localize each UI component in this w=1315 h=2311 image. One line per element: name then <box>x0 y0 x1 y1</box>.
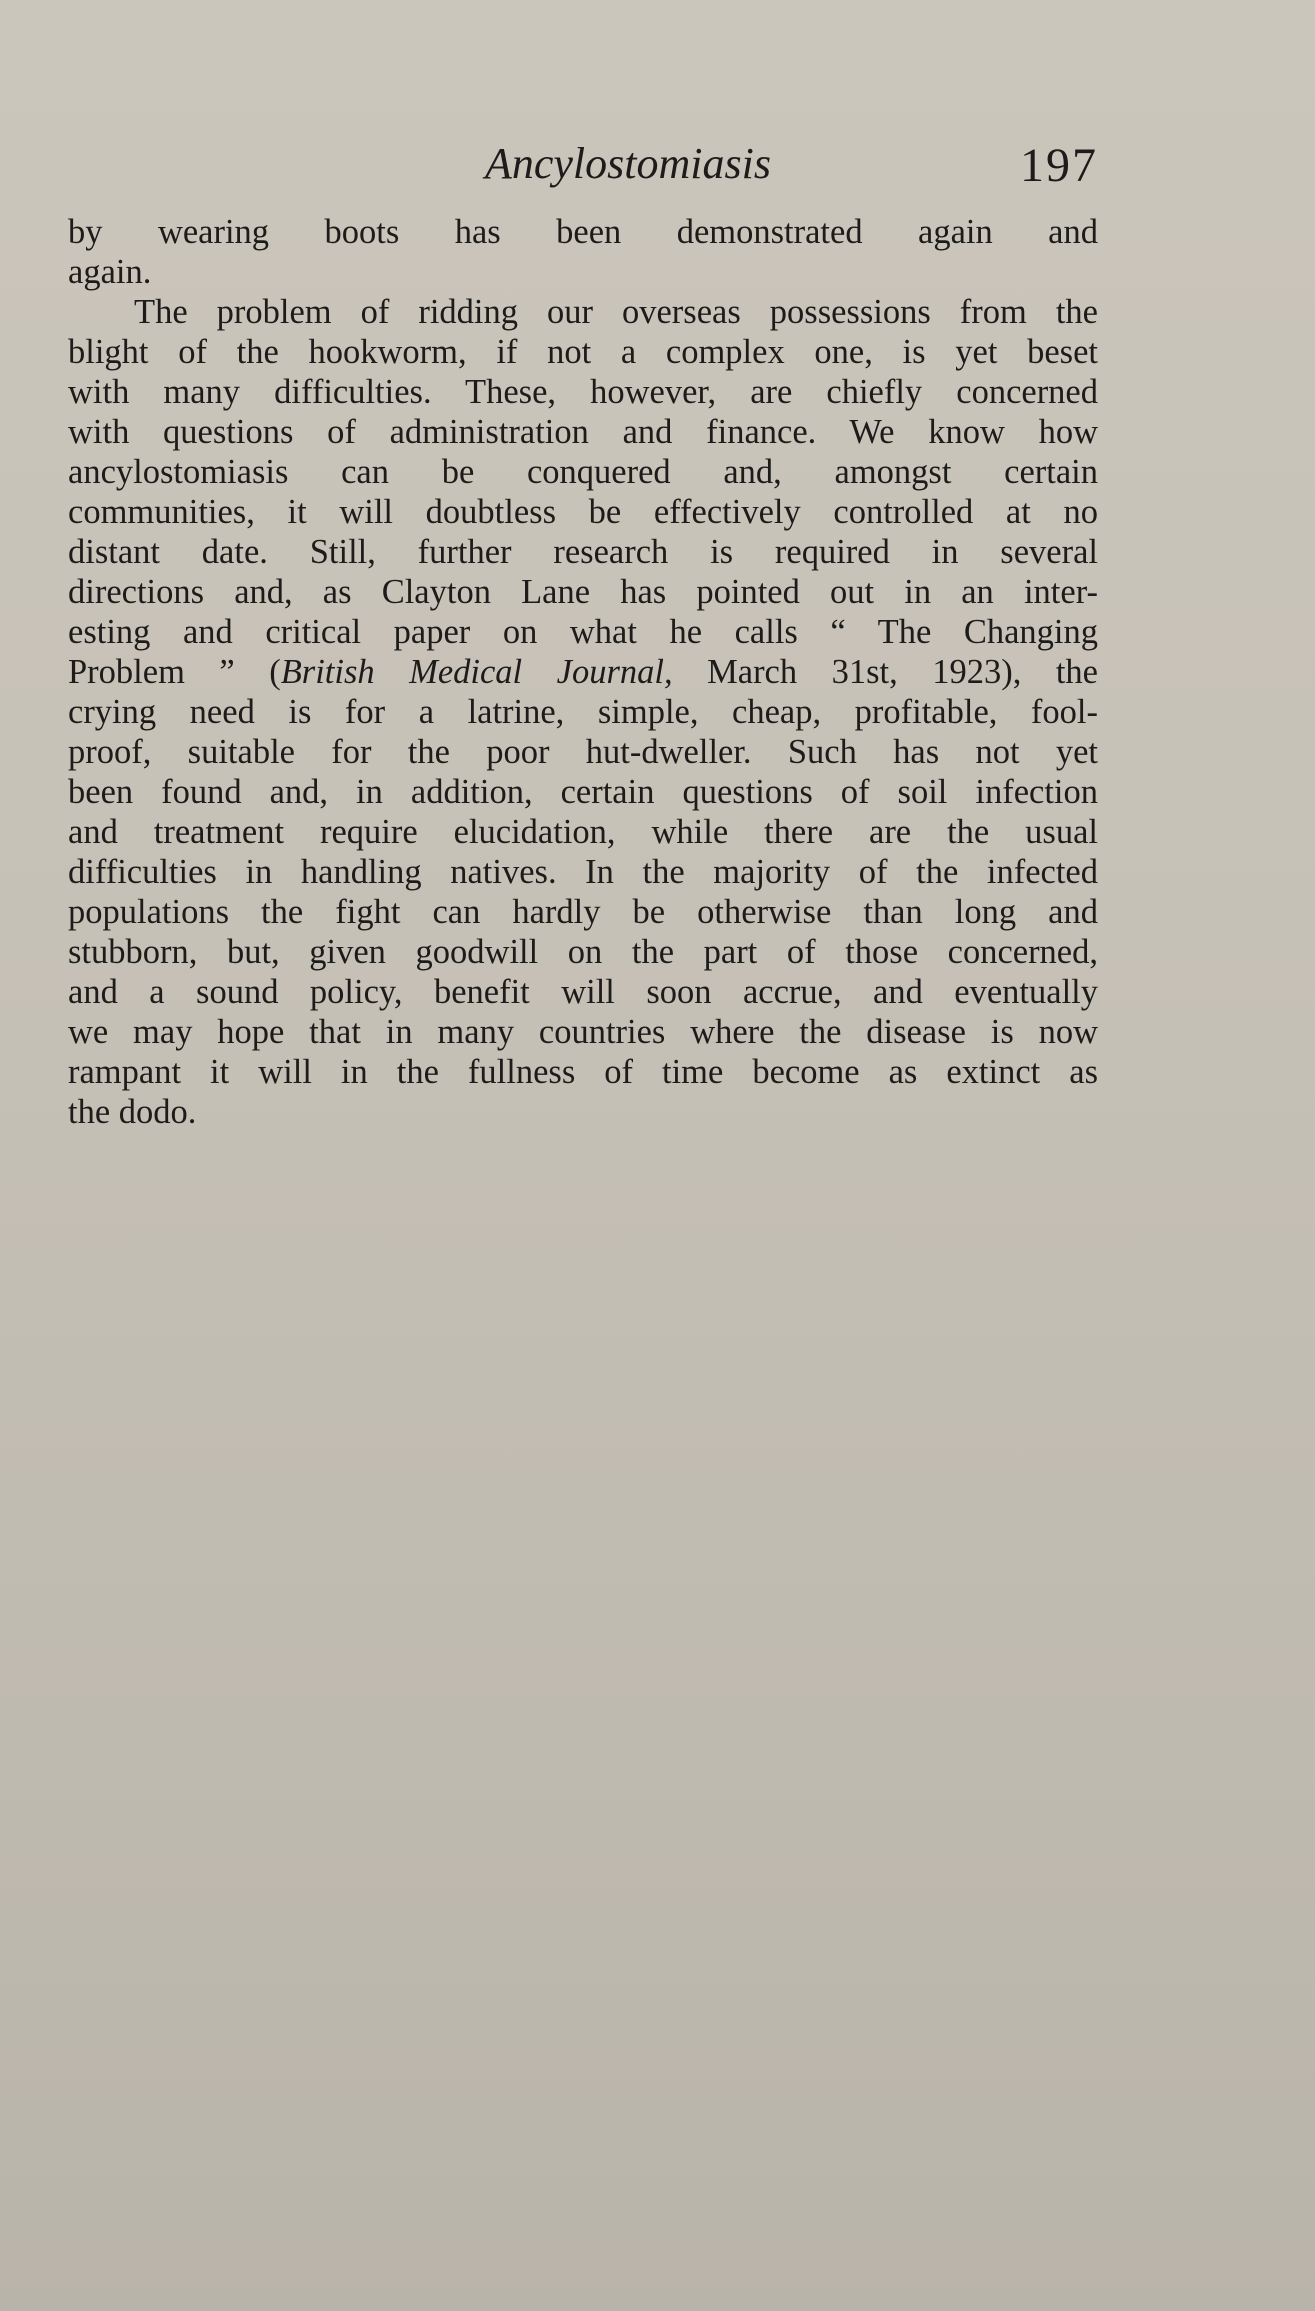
citation-after: March 31st, 1923), the <box>672 653 1098 691</box>
text-line: proof, suitable for the poor hut-dweller. Such has not yet <box>68 733 1098 771</box>
text-line: by wearing boots has been demonstrated again and <box>68 213 1098 251</box>
text-line: difficulties in handling natives. In the majority of the infected <box>68 853 1098 891</box>
text-line: with questions of administration and finance. We know how <box>68 413 1098 451</box>
text-line: rampant it will in the fullness of time become as extinct as <box>68 1053 1098 1091</box>
text-line: ancylostomiasis can be conquered and, amongst certain <box>68 453 1098 491</box>
text-line: directions and, as Clayton Lane has pointed out in an inter- <box>68 573 1098 611</box>
text-line: been found and, in addition, certain questions of soil infection <box>68 773 1098 811</box>
running-head <box>68 134 1098 194</box>
journal-title: British Medical Journal, <box>280 653 673 691</box>
text-line: blight of the hookworm, if not a complex one, is yet beset <box>68 333 1098 371</box>
text-line: communities, it will doubtless be effectively controlled at no <box>68 493 1098 531</box>
citation-before: Problem ” ( <box>68 653 281 691</box>
text-line: we may hope that in many countries where the disease is now <box>68 1013 1098 1051</box>
running-title: Ancylostomiasis <box>485 139 771 188</box>
text-line: crying need is for a latrine, simple, cheap, profitable, fool- <box>68 693 1098 731</box>
text-line: populations the fight can hardly be otherwise than long and <box>68 893 1098 931</box>
text-line: the dodo. <box>68 1093 197 1131</box>
text-line: and treatment require elucidation, while there are the usual <box>68 813 1098 851</box>
text-line: with many difficulties. These, however, are chiefly concerned <box>68 373 1098 411</box>
body-text <box>68 212 1098 1132</box>
text-line: esting and critical paper on what he calls “ The Changing <box>68 613 1098 651</box>
text-line: distant date. Still, further research is required in several <box>68 533 1098 571</box>
text-line-citation <box>68 652 1098 692</box>
text-line: again. <box>68 253 152 291</box>
page-number: 197 <box>1020 139 1098 192</box>
text-line: and a sound policy, benefit will soon accrue, and eventually <box>68 973 1098 1011</box>
text-line: The problem of ridding our overseas possessions from the <box>134 293 1098 331</box>
text-line: stubborn, but, given goodwill on the part of those concerned, <box>68 933 1098 971</box>
